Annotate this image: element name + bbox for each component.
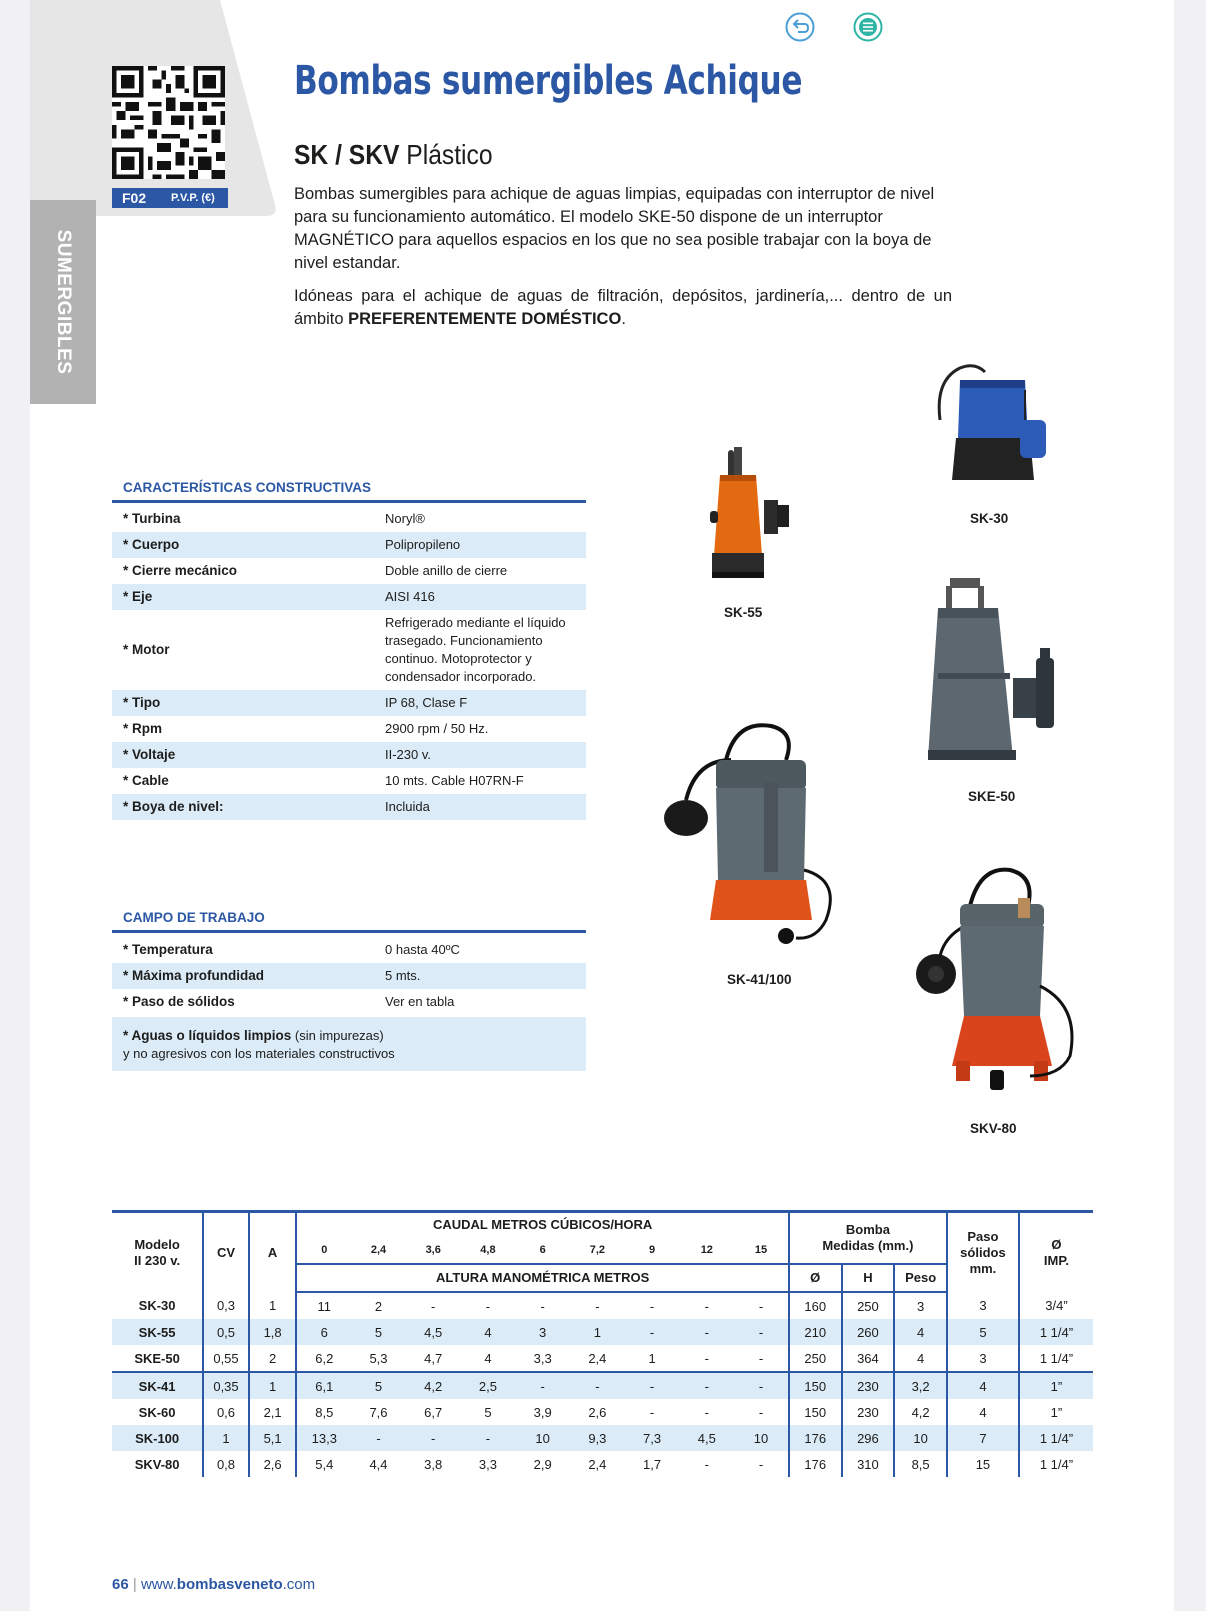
cell-height: 6 [296, 1319, 351, 1345]
cell-a: 2,6 [249, 1451, 297, 1477]
cell-height: - [758, 1456, 764, 1472]
table-row [112, 1292, 1093, 1319]
product-label-skv80: SKV-80 [970, 1121, 1017, 1136]
cell-peso: 3 [894, 1292, 947, 1319]
spec-value: Noryl® [385, 511, 425, 526]
cell-height: 10 [734, 1425, 789, 1451]
spec-value: 2900 rpm / 50 Hz. [385, 721, 489, 736]
cell-h: 230 [842, 1372, 895, 1399]
spec-row [112, 690, 586, 716]
cell-model: SK-100 [112, 1425, 203, 1451]
cell-peso: 10 [894, 1425, 947, 1451]
product-label-sk41100: SK-41/100 [727, 972, 792, 987]
cell-peso: 8,5 [894, 1451, 947, 1477]
cell-cv: 0,5 [203, 1319, 249, 1345]
cell-height: 3 [515, 1319, 570, 1345]
cell-height: - [540, 1298, 545, 1314]
work-section-title: CAMPO DE TRABAJO [112, 910, 586, 933]
cell-h: 296 [842, 1425, 895, 1451]
cell-h: 260 [842, 1319, 895, 1345]
cell-height: - [704, 1404, 709, 1420]
pump-ske50-image [918, 578, 1068, 768]
spec-key: * Cierre mecánico [123, 563, 238, 578]
cell-model: SK-41 [112, 1372, 203, 1399]
spec-key: * Boya de nivel: [112, 794, 374, 820]
cell-height: 6,1 [296, 1372, 351, 1399]
liquid-note-line2: y no agresivos con los materiales constructivos [123, 1046, 395, 1061]
cell-height: 10 [515, 1425, 570, 1451]
cell-height: - [625, 1372, 680, 1399]
cell-height: 4,7 [424, 1350, 443, 1366]
cell-height: - [649, 1404, 655, 1420]
cell-height: 6,2 [296, 1345, 351, 1372]
col-header-model [112, 1212, 203, 1293]
cell-h: 250 [842, 1292, 895, 1319]
cell-peso: 4,2 [894, 1399, 947, 1425]
qr-code-icon[interactable] [112, 66, 225, 179]
cell-height: - [406, 1425, 461, 1451]
imp-header-line2: IMP. [1043, 1252, 1069, 1268]
flow-header: 4,8 [480, 1244, 496, 1256]
cell-height: - [704, 1298, 709, 1314]
flow-header: 7,2 [589, 1244, 606, 1256]
cell-a: 1 [249, 1292, 297, 1319]
cell-height: 2,6 [588, 1404, 607, 1420]
footer-separator: | [132, 1576, 137, 1593]
work-row [112, 989, 586, 1015]
cell-height: 13,3 [296, 1425, 351, 1451]
imp-header-line1: Ø [1051, 1236, 1062, 1252]
cell-height: - [351, 1425, 406, 1451]
catalog-page [30, 0, 1174, 1611]
cell-height: 3,9 [533, 1404, 552, 1420]
work-row [112, 963, 586, 989]
col-header-caudal: CAUDAL METROS CÚBICOS/HORA [296, 1212, 788, 1238]
cell-height: 11 [296, 1292, 351, 1319]
cell-model: SK-30 [138, 1298, 176, 1313]
work-key: * Máxima profundidad [112, 963, 374, 989]
cell-height: 4,5 [406, 1319, 461, 1345]
cell-height: 5,3 [369, 1350, 388, 1366]
category-label: SUMERGIBLES [53, 229, 74, 375]
flow-header: 2,4 [370, 1244, 387, 1256]
cell-peso: 4 [894, 1345, 947, 1372]
cell-height: - [515, 1372, 570, 1399]
footer-www: www. [140, 1576, 177, 1593]
cell-diam: 210 [789, 1319, 842, 1345]
liquid-note-rest: (sin impurezas) [294, 1028, 384, 1043]
spec-row [112, 532, 586, 558]
cell-height: - [570, 1372, 625, 1399]
table-row [112, 1425, 1093, 1451]
flow-header: 12 [700, 1244, 713, 1256]
flow-header: 0 [296, 1237, 351, 1264]
cell-height: 3,3 [533, 1350, 552, 1366]
footer-tld: .com [282, 1576, 316, 1593]
model-header-line1: Modelo [134, 1236, 180, 1252]
cell-h: 310 [842, 1451, 895, 1477]
cell-cv: 0,55 [203, 1345, 249, 1372]
cell-height: 1 [570, 1319, 625, 1345]
cell-cv: 1 [203, 1425, 249, 1451]
spec-key: * Tipo [112, 690, 374, 716]
col-header-a: A [249, 1212, 297, 1293]
cell-diam: 250 [789, 1345, 842, 1372]
spec-value: Incluida [374, 794, 586, 820]
work-key: * Temperatura [123, 942, 213, 957]
cell-height: 9,3 [570, 1425, 625, 1451]
cell-paso: 3 [947, 1292, 1019, 1319]
product-label-sk30: SK-30 [970, 511, 1009, 526]
spec-key: * Rpm [123, 721, 163, 736]
spec-value: Doble anillo de cierre [385, 563, 508, 578]
cell-model: SK-55 [112, 1319, 203, 1345]
cell-height: 3,3 [478, 1456, 497, 1472]
cell-height: 5 [484, 1404, 492, 1420]
cell-imp: 3/4” [1019, 1292, 1093, 1319]
cell-height: 1,7 [643, 1456, 662, 1472]
col-header-bomba [789, 1212, 947, 1265]
bomba-header-line1: Bomba [845, 1222, 890, 1237]
cell-peso: 3,2 [894, 1372, 947, 1399]
cell-paso: 7 [947, 1425, 1019, 1451]
cell-a: 2 [249, 1345, 297, 1372]
cell-diam: 150 [789, 1372, 842, 1399]
col-header-diam: Ø [789, 1264, 842, 1292]
liquid-note [112, 1017, 586, 1071]
cell-height: - [625, 1319, 680, 1345]
cell-model: SK-60 [138, 1404, 176, 1420]
table-row [112, 1345, 1093, 1372]
cell-height: 2,9 [533, 1456, 552, 1472]
construction-section-title: CARACTERÍSTICAS CONSTRUCTIVAS [112, 480, 586, 503]
cell-imp: 1 1/4” [1019, 1319, 1093, 1345]
cell-height: 8,5 [296, 1399, 351, 1425]
col-header-h: H [842, 1264, 895, 1292]
flow-header: 3,6 [425, 1244, 441, 1256]
cell-diam: 150 [789, 1399, 842, 1425]
spec-value: 10 mts. Cable H07RN-F [385, 773, 524, 788]
cell-cv: 0,3 [203, 1292, 249, 1319]
cell-height: - [734, 1372, 789, 1399]
paso-header-line3: mm. [969, 1260, 997, 1276]
table-row [112, 1399, 1093, 1425]
spec-key: * Cuerpo [112, 532, 374, 558]
cell-height: - [595, 1298, 600, 1314]
cell-height: 7,6 [369, 1404, 388, 1420]
cell-height: - [485, 1298, 491, 1314]
cell-height: 3,8 [424, 1456, 443, 1472]
cell-cv: 0,6 [203, 1399, 249, 1425]
spec-key: * Turbina [123, 511, 181, 526]
col-header-peso: Peso [894, 1264, 947, 1292]
description-p2-end: . [621, 310, 626, 328]
cell-height: 4 [484, 1350, 492, 1366]
col-header-imp [1019, 1212, 1093, 1293]
col-header-cv: CV [203, 1212, 249, 1293]
cell-diam: 176 [789, 1425, 842, 1451]
cell-height: - [431, 1298, 436, 1314]
cell-height: - [758, 1350, 764, 1366]
spec-row [112, 506, 586, 532]
flow-header: 6 [539, 1244, 546, 1256]
cell-height: 4,2 [406, 1372, 461, 1399]
product-model: SK / SKV [294, 139, 400, 170]
menu-icon[interactable] [853, 12, 883, 42]
cell-paso: 4 [947, 1372, 1019, 1399]
description-p2 [294, 285, 952, 331]
cell-height: - [734, 1319, 789, 1345]
cell-paso: 3 [947, 1345, 1019, 1372]
description [294, 183, 952, 341]
spec-key: * Cable [123, 773, 169, 788]
cell-paso: 15 [947, 1451, 1019, 1477]
work-key: * Paso de sólidos [123, 994, 235, 1009]
cell-height: - [758, 1404, 764, 1420]
spec-key: * Voltaje [112, 742, 374, 768]
price-code: F02 [122, 190, 147, 206]
product-label-sk55: SK-55 [724, 605, 763, 620]
cell-cv: 0,8 [203, 1451, 249, 1477]
spec-row [112, 794, 586, 820]
cell-height: 4 [461, 1319, 516, 1345]
spec-row [112, 742, 586, 768]
spec-value: IP 68, Clase F [374, 690, 586, 716]
cell-height: 2,4 [588, 1350, 607, 1366]
cell-height: 6,7 [424, 1404, 443, 1420]
cell-paso: 4 [947, 1399, 1019, 1425]
work-value: Ver en tabla [385, 994, 455, 1009]
cell-model: SKE-50 [134, 1350, 180, 1366]
cell-peso: 4 [894, 1319, 947, 1345]
col-header-paso [947, 1212, 1019, 1293]
page-number: 66 [112, 1576, 129, 1593]
cell-a: 2,1 [249, 1399, 297, 1425]
work-value: 0 hasta 40ºC [385, 942, 460, 957]
page-title: Bombas sumergibles Achique [294, 58, 803, 104]
spec-value: II-230 v. [374, 742, 586, 768]
work-row [112, 937, 586, 963]
cell-height: 2,5 [461, 1372, 516, 1399]
spec-row [112, 768, 586, 794]
col-header-altura: ALTURA MANOMÉTRICA METROS [296, 1264, 788, 1292]
cell-imp: 1” [1019, 1399, 1093, 1425]
cell-height: 1 [648, 1350, 656, 1366]
footer-link[interactable] [141, 1576, 315, 1593]
cell-diam: 160 [789, 1292, 842, 1319]
cell-height: 5 [351, 1319, 406, 1345]
cell-height: - [704, 1456, 709, 1472]
cell-a: 1 [249, 1372, 297, 1399]
spec-key: * Eje [112, 584, 374, 610]
cell-height: 4,4 [369, 1456, 388, 1472]
cell-height: - [461, 1425, 516, 1451]
pump-sk30-image [930, 360, 1060, 490]
spec-row [112, 610, 586, 690]
cell-height: - [649, 1298, 655, 1314]
paso-header-line1: Paso [967, 1228, 999, 1244]
paso-header-line2: sólidos [960, 1244, 1006, 1260]
cell-height: - [679, 1319, 734, 1345]
description-p2-text: Idóneas para el achique de aguas de filtración, depósitos, jardinería,... dentro de un ámbito [294, 287, 952, 328]
cell-height: 7,3 [625, 1425, 680, 1451]
work-table [112, 937, 586, 1015]
description-p1: Bombas sumergibles para achique de aguas limpias, equipadas con interruptor de nivel para su funcionamiento automático. El modelo SKE-50 dispone de un interruptor MAGNÉTICO para aquellos espacios en los que no sea posible trabajar con la boya de nivel estandar. [294, 185, 935, 272]
table-row [112, 1372, 1093, 1399]
model-header-line2: II 230 v. [134, 1252, 181, 1268]
cell-a: 1,8 [249, 1319, 297, 1345]
pump-sk55-image [698, 445, 818, 590]
cell-height: - [758, 1298, 764, 1314]
cell-diam: 176 [789, 1451, 842, 1477]
cell-height: 2,4 [588, 1456, 607, 1472]
work-value: 5 mts. [374, 963, 586, 989]
cell-imp: 1 1/4” [1019, 1451, 1093, 1477]
price-label: P.V.P. (€) [171, 192, 215, 204]
cell-height: - [679, 1372, 734, 1399]
table-row [112, 1451, 1093, 1477]
footer-domain: bombasveneto [176, 1576, 283, 1593]
cell-height: 5,4 [296, 1451, 351, 1477]
flow-header: 9 [649, 1244, 656, 1256]
spec-key: * Motor [123, 642, 170, 657]
cell-height: 4,5 [679, 1425, 734, 1451]
category-side-tab [30, 200, 96, 404]
cell-model: SKV-80 [134, 1456, 180, 1472]
product-label-ske50: SKE-50 [968, 789, 1016, 804]
construction-table [112, 506, 586, 820]
product-material: Plástico [406, 139, 493, 170]
product-subtitle [294, 139, 493, 171]
page-footer [112, 1576, 315, 1593]
performance-table [112, 1210, 1093, 1477]
cell-h: 230 [842, 1399, 895, 1425]
cell-height: - [704, 1350, 709, 1366]
pump-skv80-image [910, 866, 1080, 1096]
price-tag [112, 188, 228, 208]
cell-paso: 5 [947, 1319, 1019, 1345]
bomba-header-line2: Medidas (mm.) [822, 1238, 914, 1253]
spec-value: Refrigerado mediante el líquido trasegado. Funcionamiento continuo. Motoprotector y condensador incorporado. [385, 615, 566, 684]
spec-value: Polipropileno [374, 532, 586, 558]
cell-a: 5,1 [249, 1425, 297, 1451]
table-row [112, 1319, 1093, 1345]
cell-imp: 1” [1019, 1372, 1093, 1399]
cell-imp: 1 1/4” [1019, 1425, 1093, 1451]
liquid-note-bold: * Aguas o líquidos limpios [123, 1028, 292, 1043]
cell-imp: 1 1/4” [1019, 1345, 1093, 1372]
spec-value: AISI 416 [374, 584, 586, 610]
cell-cv: 0,35 [203, 1372, 249, 1399]
cell-height: 5 [351, 1372, 406, 1399]
spec-row [112, 716, 586, 742]
flow-header: 15 [754, 1244, 768, 1256]
pump-sk41100-image [656, 720, 836, 950]
cell-height: 2 [374, 1298, 383, 1314]
spec-row [112, 558, 586, 584]
back-arrow-icon[interactable] [785, 12, 815, 42]
cell-h: 364 [842, 1345, 895, 1372]
description-p2-bold: PREFERENTEMENTE DOMÉSTICO [348, 310, 622, 328]
spec-row [112, 584, 586, 610]
